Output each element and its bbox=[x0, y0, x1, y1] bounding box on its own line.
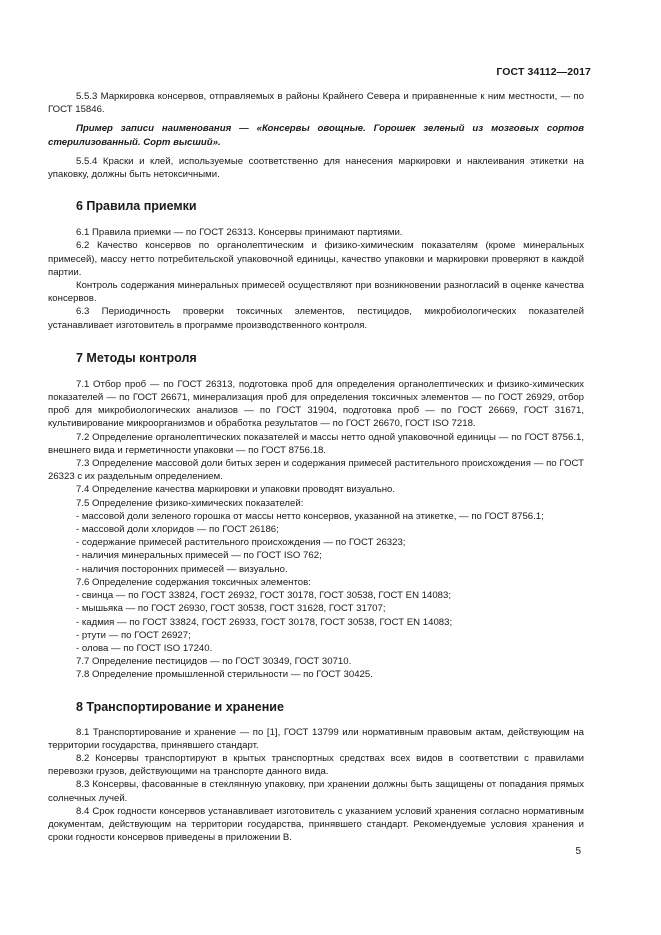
list-item-7-6-4: - ртути — по ГОСТ 26927; bbox=[76, 629, 191, 641]
paragraph-8-1: 8.1 Транспортирование и хранение — по [1], ГОСТ 13799 или нормативным правовым актам, действующим на территории государства, принявшего стандарт. bbox=[48, 726, 584, 751]
paragraph-7-2: 7.2 Определение органолептических показателей и массы нетто одной упаковочной единицы — по ГОСТ 8756.1, внешнего вида и герметичности упаковки — по ГОСТ 8756.18. bbox=[48, 431, 584, 456]
list-item-7-6-5: - олова — по ГОСТ ISO 17240. bbox=[76, 642, 213, 654]
section-6-title: 6 Правила приемки bbox=[76, 199, 197, 214]
list-item-7-5-5: - наличия посторонних примесей — визуально. bbox=[76, 563, 288, 575]
naming-example: Пример записи наименования — «Консервы овощные. Горошек зеленый из мозговых сортов стерилизованный. Сорт высший». bbox=[48, 123, 584, 148]
list-item-7-6-1: - свинца — по ГОСТ 33824, ГОСТ 26932, ГОСТ 30178, ГОСТ 30538, ГОСТ EN 14083; bbox=[76, 590, 452, 602]
section-7-title: 7 Методы контроля bbox=[76, 350, 197, 365]
paragraph-8-3: 8.3 Консервы, фасованные в стеклянную упаковку, при хранении должны быть защищены от попадания прямых солнечных лучей. bbox=[48, 779, 584, 804]
list-item-7-5-1: - массовой доли зеленого горошка от массы нетто консервов, указанной на этикетке, — по ГОСТ 8756.1; bbox=[76, 510, 544, 522]
paragraph-5-5-4: 5.5.4 Краски и клей, используемые соответственно для нанесения маркировки и наклеивания этикетки на упаковку, должны быть нетоксичными. bbox=[48, 155, 584, 181]
paragraph-7-8: 7.8 Определение промышленной стерильности — по ГОСТ 30425. bbox=[76, 669, 373, 681]
list-item-7-6-3: - кадмия — по ГОСТ 33824, ГОСТ 26933, ГОСТ 30178, ГОСТ 30538, ГОСТ EN 14083; bbox=[76, 616, 453, 628]
paragraph-7-5: 7.5 Определение физико-химических показателей: bbox=[76, 497, 304, 509]
paragraph-7-6: 7.6 Определение содержания токсичных элементов: bbox=[76, 576, 311, 588]
paragraph-7-3: 7.3 Определение массовой доли битых зерен и содержания примесей растительного происхождения — по ГОСТ 26323 с их раздельным определением. bbox=[48, 458, 584, 483]
paragraph-5-5-3: 5.5.3 Маркировка консервов, отправляемых в районы Крайнего Севера и приравненные к ним местности, — по ГОСТ 15846. bbox=[48, 91, 584, 116]
page-number: 5 bbox=[575, 846, 581, 857]
page-content bbox=[48, 90, 584, 844]
paragraph-6-2-note: Контроль содержания минеральных примесей осуществляют при возникновении разногласий в оценке качества консервов. bbox=[48, 280, 584, 305]
paragraph-6-3: 6.3 Периодичность проверки токсичных элементов, пестицидов, микробиологических показателей устанавливает изготовитель в программе производственного контроля. bbox=[48, 306, 584, 331]
paragraph-6-1: 6.1 Правила приемки — по ГОСТ 26313. Консервы принимают партиями. bbox=[76, 227, 403, 239]
list-item-7-5-4: - наличия минеральных примесей — по ГОСТ ISO 762; bbox=[76, 550, 322, 562]
paragraph-7-1: 7.1 Отбор проб — по ГОСТ 26313, подготовка проб для определения органолептических и физико-химических показателей — по ГОСТ 26671, минерализация проб для определения токсичных элементов — по ГОСТ 26929, отбор проб для микробиологических анализов — по ГОСТ 31904, подготовка проб — по ГОСТ 26669, ГОСТ 31671, культивирование микроорганизмов и обработка результатов — по ГОСТ 26670, ГОСТ ISO 7218. bbox=[48, 378, 584, 430]
paragraph-8-4: 8.4 Срок годности консервов устанавливает изготовитель с указанием условий хранения согласно нормативным документам, действующим на территории государства, принявшего стандарт. Рекомендуемые условия хранения и сроки годности консервов приведены в приложении В. bbox=[48, 805, 584, 844]
paragraph-6-2: 6.2 Качество консервов по органолептическим и физико-химическим показателям (кроме минеральных примесей), массу нетто потребительской упаковочной единицы, качество упаковки и маркировки проверяют в каждой партии. bbox=[48, 240, 584, 278]
list-item-7-6-2: - мышьяка — по ГОСТ 26930, ГОСТ 30538, ГОСТ 31628, ГОСТ 31707; bbox=[76, 603, 386, 615]
paragraph-7-7: 7.7 Определение пестицидов — по ГОСТ 30349, ГОСТ 30710. bbox=[76, 656, 352, 668]
list-item-7-5-2: - массовой доли хлоридов — по ГОСТ 26186; bbox=[76, 524, 279, 536]
section-8-title: 8 Транспортирование и хранение bbox=[76, 699, 284, 714]
document-code-header: ГОСТ 34112—2017 bbox=[496, 66, 591, 78]
list-item-7-5-3: - содержание примесей растительного происхождения — по ГОСТ 26323; bbox=[76, 537, 406, 549]
paragraph-7-4: 7.4 Определение качества маркировки и упаковки проводят визуально. bbox=[76, 484, 395, 496]
paragraph-8-2: 8.2 Консервы транспортируют в крытых транспортных средствах всех видов в соответствии с правилами перевозки грузов, действующими на транспорте данного вида. bbox=[48, 752, 584, 778]
